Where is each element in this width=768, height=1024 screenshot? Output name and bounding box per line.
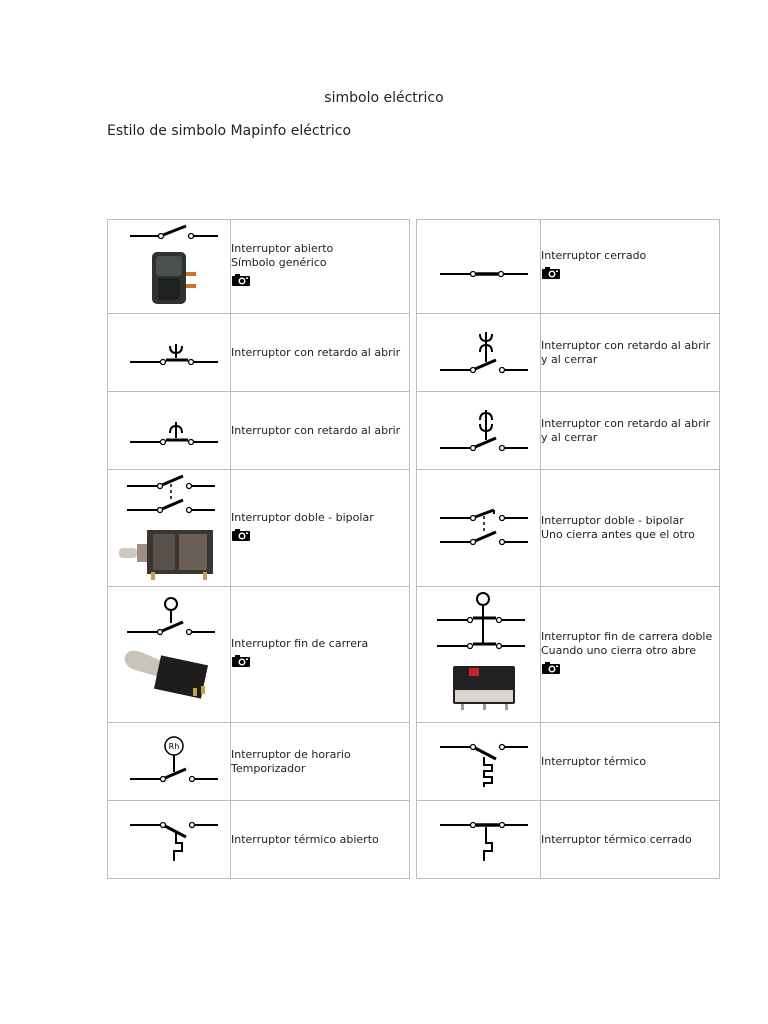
table-row	[108, 587, 410, 723]
interruptor-cerrado-icon	[424, 232, 534, 302]
row-label: Temporizador	[231, 761, 306, 775]
table-row	[108, 392, 410, 470]
horario-icon	[114, 727, 224, 797]
table-row	[108, 801, 410, 879]
row-label: y al cerrar	[541, 352, 598, 366]
row-label: Interruptor de horario	[231, 747, 351, 761]
row-label: Interruptor doble - bipolar	[541, 514, 684, 527]
page-subtitle: Estilo de simbolo Mapinfo eléctrico	[107, 123, 352, 139]
row-label: Interruptor térmico abierto	[231, 832, 379, 846]
retardo-abrir-cerrar-2-icon	[424, 396, 534, 466]
camera-icon[interactable]	[231, 528, 251, 542]
rh-label: Rh	[168, 741, 180, 751]
table-row	[108, 314, 410, 392]
row-label: Interruptor fin de carrera doble	[541, 630, 713, 643]
retardo-abrir-icon	[114, 318, 224, 388]
fin-de-carrera-doble-icon	[421, 590, 537, 720]
table-row	[417, 723, 720, 801]
row-label: Interruptor abierto	[231, 242, 334, 255]
termico-abierto-icon	[114, 805, 224, 875]
camera-icon[interactable]	[541, 661, 561, 675]
table-row	[108, 470, 410, 587]
row-label: Interruptor térmico	[541, 754, 647, 768]
symbols-table-right	[416, 219, 720, 879]
table-row	[417, 314, 720, 392]
camera-icon[interactable]	[231, 654, 251, 668]
row-label: Interruptor con retardo al abrir	[541, 338, 711, 352]
row-label: Interruptor cerrado	[541, 249, 647, 262]
fin-de-carrera-icon	[111, 590, 227, 720]
row-label: Interruptor térmico cerrado	[541, 832, 692, 846]
row-label: Interruptor fin de carrera	[231, 637, 369, 650]
table-row	[417, 587, 720, 723]
doble-bipolar-secuencial-icon	[424, 478, 534, 578]
table-row	[417, 801, 720, 879]
row-label: Cuando uno cierra otro abre	[541, 644, 697, 657]
retardo-abrir-cerrar-icon	[424, 318, 534, 388]
page-title: simbolo eléctrico	[324, 90, 444, 106]
symbols-table-left	[107, 219, 410, 879]
doble-bipolar-icon	[111, 472, 227, 584]
row-label: Símbolo genérico	[231, 256, 327, 269]
table-row	[417, 392, 720, 470]
row-label: y al cerrar	[541, 430, 598, 444]
interruptor-abierto-icon	[114, 222, 224, 312]
table-row	[417, 470, 720, 587]
termico-icon	[424, 727, 534, 797]
camera-icon[interactable]	[231, 273, 251, 287]
row-label: Interruptor con retardo al abrir	[231, 345, 401, 359]
row-label: Uno cierra antes que el otro	[541, 528, 695, 541]
row-label: Interruptor con retardo al abrir	[541, 416, 711, 430]
table-row	[417, 220, 720, 314]
retardo-abrir-2-icon	[114, 396, 224, 466]
row-label: Interruptor con retardo al abrir	[231, 423, 401, 437]
table-row	[108, 723, 410, 801]
camera-icon[interactable]	[541, 266, 561, 280]
termico-cerrado-icon	[424, 805, 534, 875]
table-row	[108, 220, 410, 314]
row-label: Interruptor doble - bipolar	[231, 510, 374, 524]
